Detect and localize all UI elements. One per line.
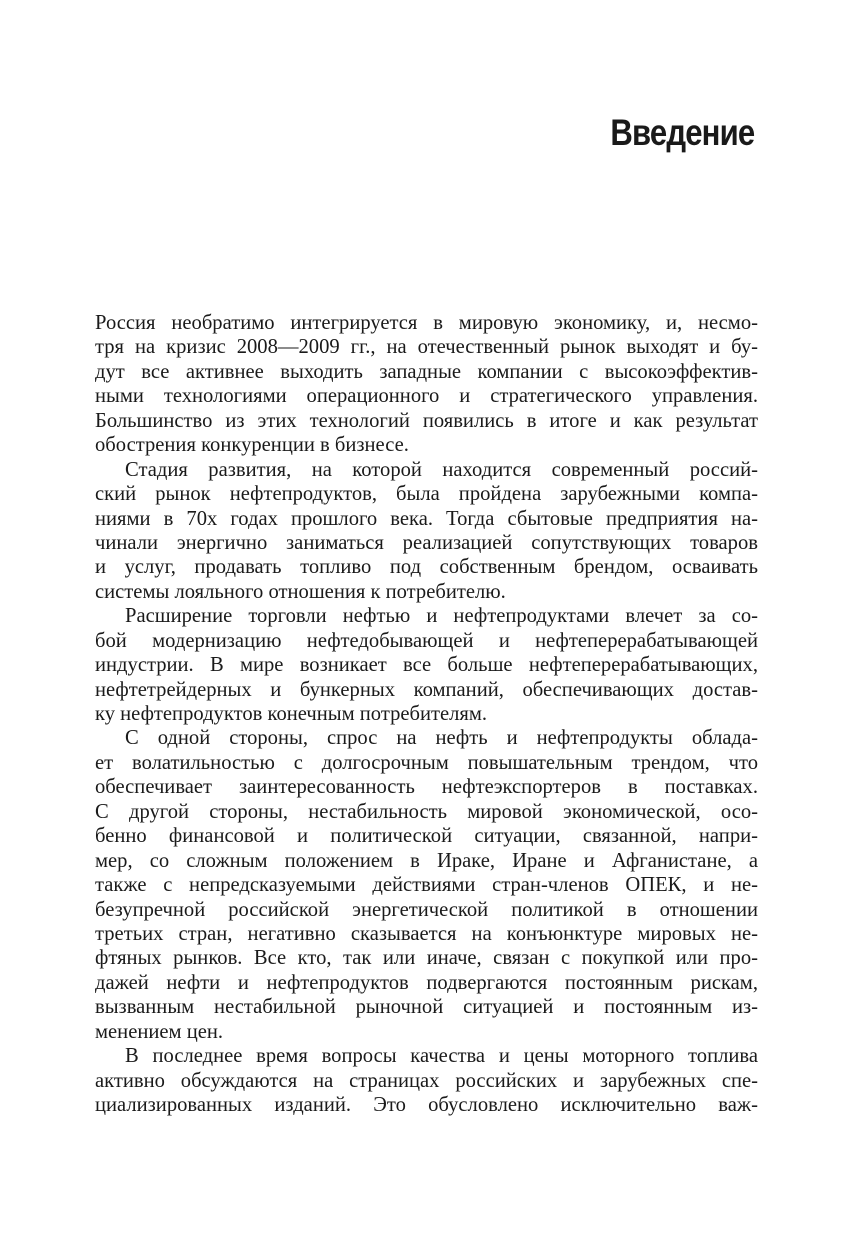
- paragraph-3: [95, 604, 758, 726]
- text-line: нефтетрейдерных и бункерных компаний, обеспечивающих достав-: [95, 678, 758, 701]
- text-line: активно обсуждаются на страницах российских и зарубежных спе-: [95, 1069, 758, 1092]
- text-line: мер, со сложным положением в Ираке, Иране и Афганистане, а: [95, 849, 758, 872]
- text-line: обострения конкуренции в бизнесе.: [95, 434, 409, 457]
- text-line: менением цен.: [95, 1020, 224, 1043]
- text-line: бенно финансовой и политической ситуации, связанной, напри-: [95, 825, 758, 848]
- paragraph-1: [95, 311, 758, 458]
- text-line: Россия необратимо интегрируется в мировую экономику, и, несмо-: [95, 312, 758, 334]
- text-line: тря на кризис 2008—2009 гг., на отечественный рынок выходят и бу-: [95, 336, 758, 359]
- text-line: ский рынок нефтепродуктов, была пройдена зарубежными компа-: [95, 483, 758, 506]
- text-line: безупречной российской энергетической политикой в отношении: [95, 898, 758, 921]
- text-line: ными технологиями операционного и стратегического управления.: [95, 385, 758, 408]
- text-line: вызванным нестабильной рыночной ситуацией и постоянным из-: [95, 996, 758, 1019]
- text-line: ниями в 70х годах прошлого века. Тогда сбытовые предприятия на-: [95, 507, 758, 530]
- text-line: Расширение торговли нефтью и нефтепродуктами влечет за со-: [125, 605, 758, 628]
- text-line: С одной стороны, спрос на нефть и нефтепродукты облада-: [125, 727, 758, 750]
- text-line: фтяных рынков. Все кто, так или иначе, связан с покупкой или про-: [95, 947, 758, 970]
- text-line: дажей нефти и нефтепродуктов подвергаются постоянным рискам,: [95, 971, 758, 994]
- text-line: также с непредсказуемыми действиями стран-членов ОПЕК, и не-: [95, 874, 758, 897]
- text-line: чинали энергично заниматься реализацией сопутствующих товаров: [95, 531, 758, 554]
- text-line: циализированных изданий. Это обусловлено исключительно важ-: [95, 1094, 758, 1116]
- text-line: индустрии. В мире возникает все больше нефтеперерабатывающих,: [95, 654, 758, 677]
- text-line: С другой стороны, нестабильность мировой экономической, осо-: [95, 800, 758, 823]
- text-line: дут все активнее выходить западные компании с высокоэффектив-: [95, 360, 758, 383]
- paragraph-2: [95, 458, 758, 605]
- text-line: бой модернизацию нефтедобывающей и нефтеперерабатывающей: [95, 629, 758, 652]
- body-text: [95, 311, 758, 1117]
- text-line: и услуг, продавать топливо под собственным брендом, осваивать: [95, 556, 758, 579]
- page-title: Введение: [610, 112, 754, 153]
- text-line: обеспечивает заинтересованность нефтеэкспортеров в поставках.: [95, 776, 758, 799]
- paragraph-4: [95, 726, 758, 1044]
- text-line: ку нефтепродуктов конечным потребителям.: [95, 703, 488, 725]
- text-line: третьих стран, негативно сказывается на конъюнктуре мировых не-: [95, 922, 758, 945]
- text-line: системы лояльного отношения к потребителю.: [95, 580, 506, 603]
- text-line: Стадия развития, на которой находится современный россий-: [125, 458, 758, 481]
- text-line: ет волатильностью с долгосрочным повышательным трендом, что: [95, 751, 758, 774]
- text-line: Большинство из этих технологий появились в итоге и как результат: [95, 409, 758, 432]
- paragraph-5: [95, 1044, 758, 1117]
- text-line: В последнее время вопросы качества и цены моторного топлива: [125, 1045, 758, 1068]
